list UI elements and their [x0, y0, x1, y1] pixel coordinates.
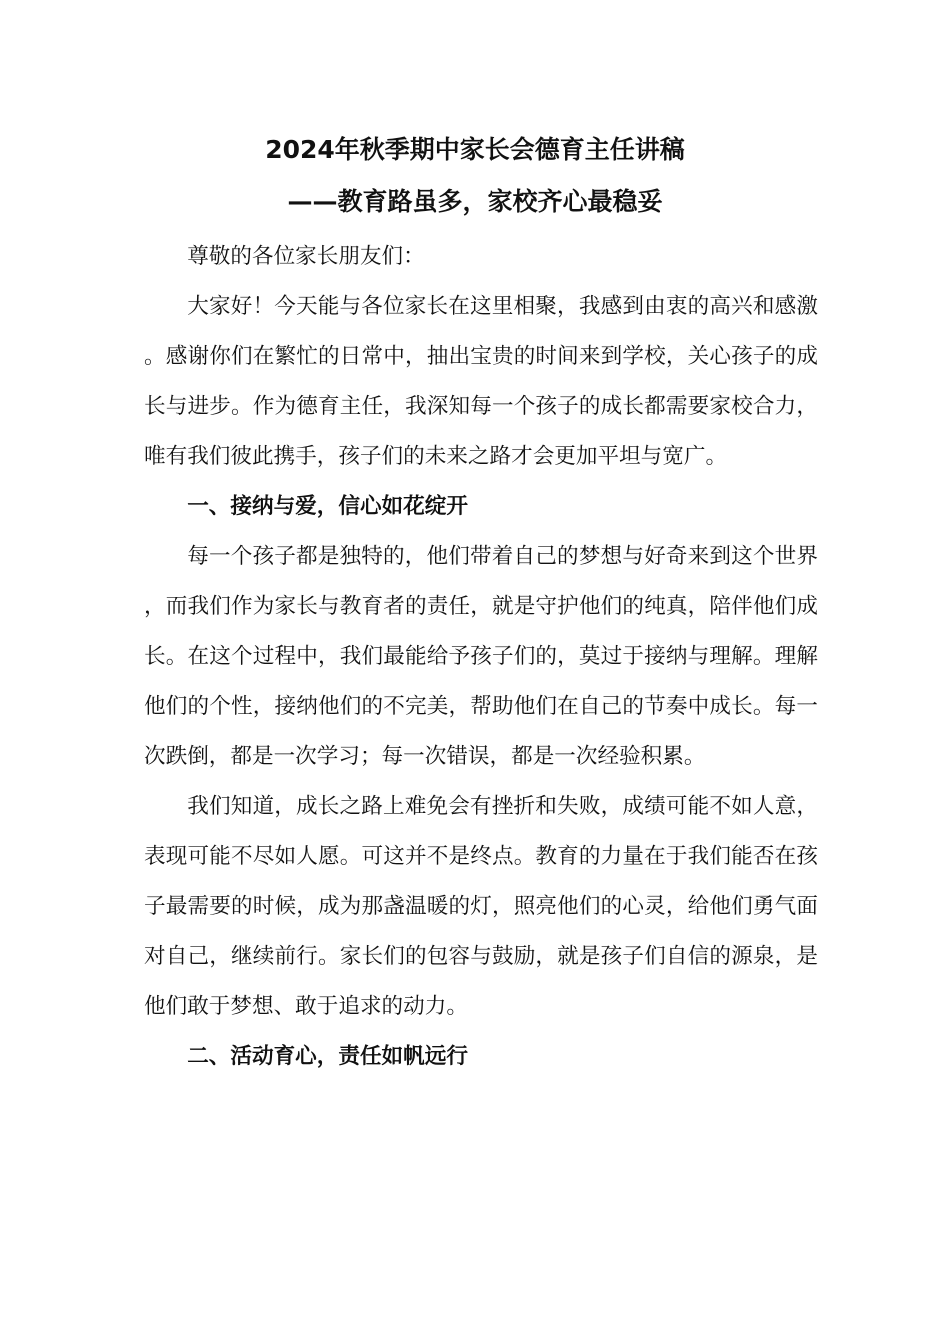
document-title: 2024年秋季期中家长会德育主任讲稿	[265, 135, 685, 164]
salutation: 尊敬的各位家长朋友们：	[187, 244, 425, 269]
document-body	[144, 232, 818, 1082]
section-1-paragraph-2: 我们知道，成长之路上难免会有挫折和失败，成绩可能不如人意，表现可能不尽如人愿。可这并不是终点。教育的力量在于我们能否在孩子最需要的时候，成为那盏温暖的灯，照亮他们的心灵，给他们勇气面对自己，继续前行。家长们的包容与鼓励，就是孩子们自信的源泉，是他们敢于梦想、敢于追求的动力。	[144, 794, 818, 1019]
document-subtitle: ——教育路虽多，家校齐心最稳妥	[287, 187, 663, 216]
intro-paragraph: 大家好！今天能与各位家长在这里相聚，我感到由衷的高兴和感激。感谢你们在繁忙的日常中，抽出宝贵的时间来到学校，关心孩子的成长与进步。作为德育主任，我深知每一个孩子的成长都需要家校合力，唯有我们彼此携手，孩子们的未来之路才会更加平坦与宽广。	[144, 294, 818, 469]
section-2-heading: 二、活动育心，责任如帆远行	[187, 1044, 468, 1069]
section-1-paragraph-1: 每一个孩子都是独特的，他们带着自己的梦想与好奇来到这个世界，而我们作为家长与教育者的责任，就是守护他们的纯真，陪伴他们成长。在这个过程中，我们最能给予孩子们的，莫过于接纳与理解。理解他们的个性，接纳他们的不完美，帮助他们在自己的节奏中成长。每一次跌倒，都是一次学习；每一次错误，都是一次经验积累。	[144, 544, 818, 769]
section-1-heading: 一、接纳与爱，信心如花绽开	[187, 494, 468, 519]
